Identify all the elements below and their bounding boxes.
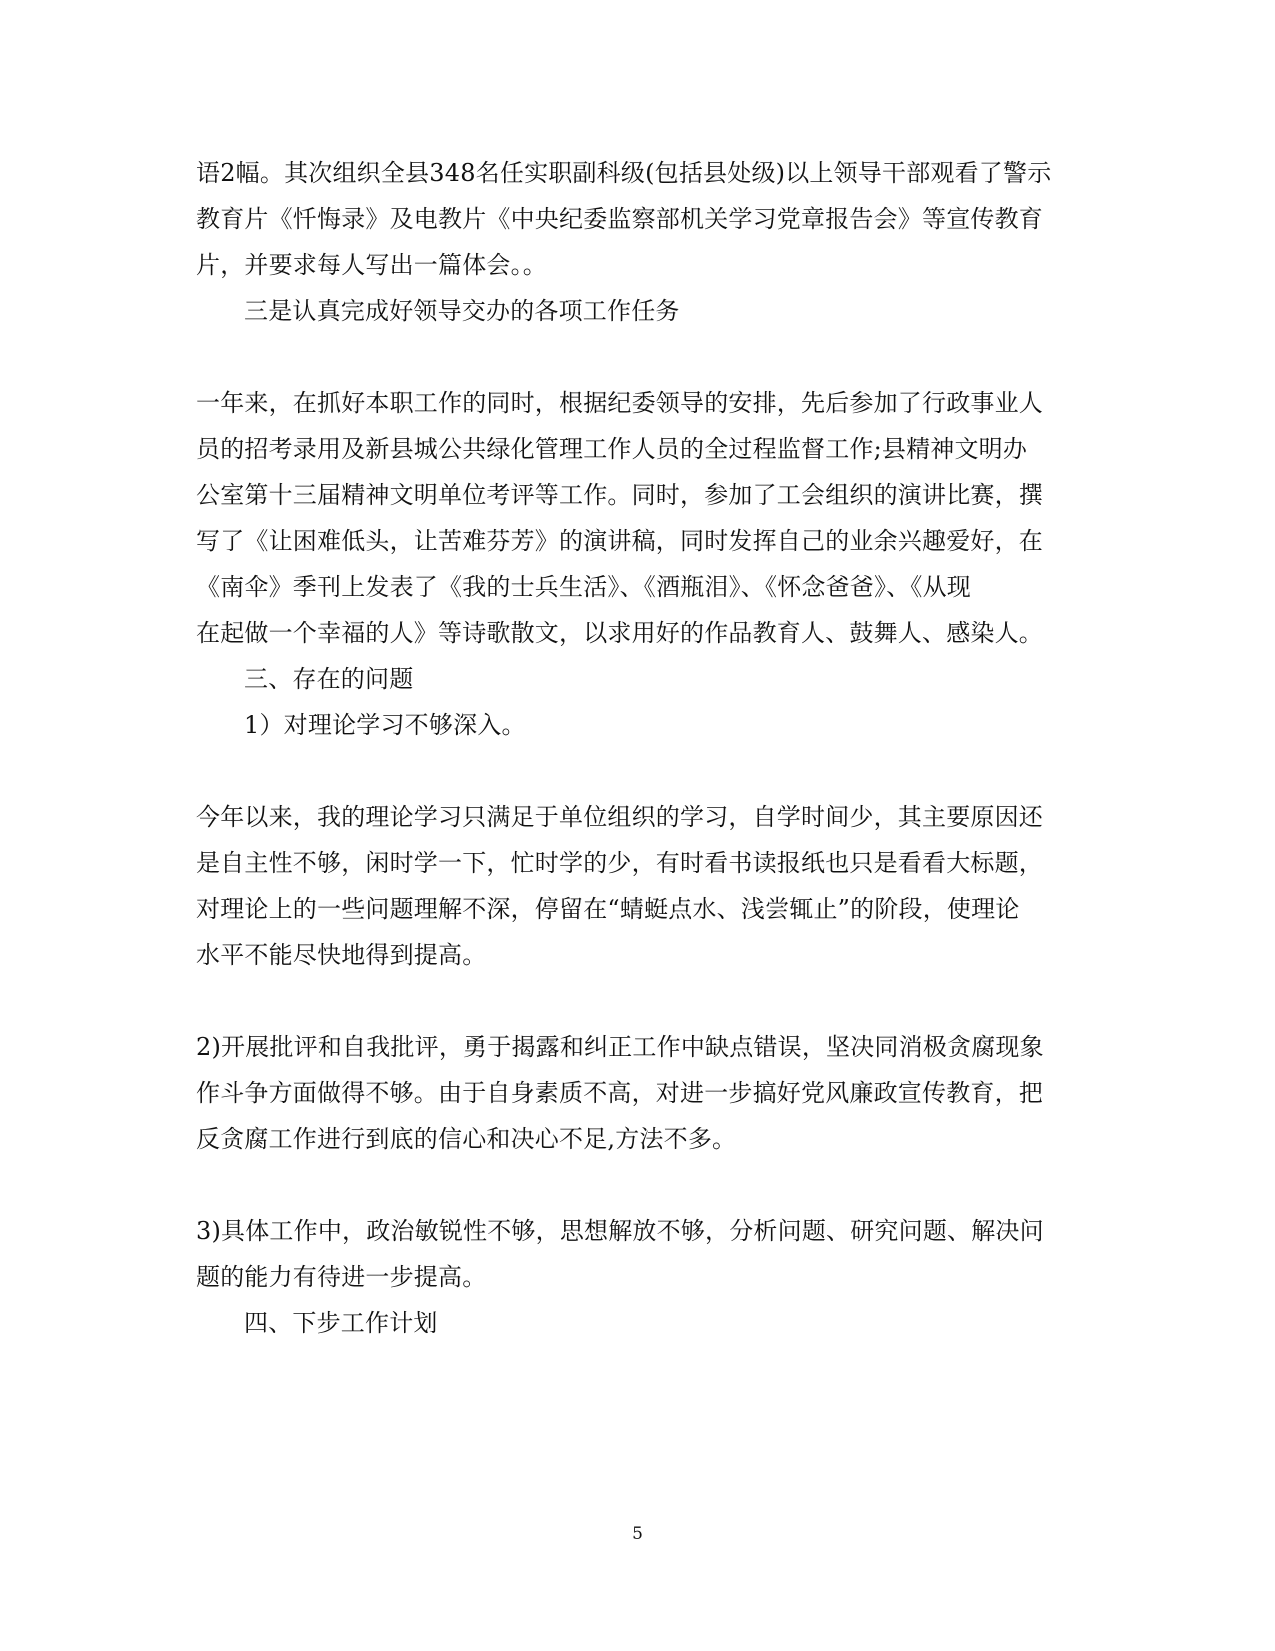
body-text-line: 反贪腐工作进行到底的信心和决心不足,方法不多。 bbox=[196, 1125, 737, 1153]
body-text-line: 公室第十三届精神文明单位考评等工作。同时，参加了工会组织的演讲比赛，撰 bbox=[196, 481, 1043, 509]
subheading: 三是认真完成好领导交办的各项工作任务 bbox=[244, 297, 680, 325]
body-text-line: 教育片《忏悔录》及电教片《中央纪委监察部机关学习党章报告会》等宣传教育 bbox=[196, 205, 1043, 233]
page-number: 5 bbox=[632, 1524, 643, 1544]
body-text-line: 员的招考录用及新县城公共绿化管理工作人员的全过程监督工作;县精神文明办 bbox=[196, 435, 1028, 463]
list-item-heading: 1）对理论学习不够深入。 bbox=[244, 711, 526, 739]
body-text-line: 3)具体工作中，政治敏锐性不够，思想解放不够，分析问题、研究问题、解决问 bbox=[196, 1217, 1044, 1245]
body-text-line: 在起做一个幸福的人》等诗歌散文，以求用好的作品教育人、鼓舞人、感染人。 bbox=[196, 619, 1043, 647]
body-text-line: 一年来，在抓好本职工作的同时，根据纪委领导的安排，先后参加了行政事业人 bbox=[196, 389, 1043, 417]
section-heading: 三、存在的问题 bbox=[244, 665, 414, 693]
body-text-line: 片，并要求每人写出一篇体会。。 bbox=[196, 251, 547, 279]
body-text-line: 题的能力有待进一步提高。 bbox=[196, 1263, 487, 1291]
body-text-line: 是自主性不够，闲时学一下，忙时学的少，有时看书读报纸也只是看看大标题， bbox=[196, 849, 1043, 877]
body-text-line: 2)开展批评和自我批评，勇于揭露和纠正工作中缺点错误，坚决同消极贪腐现象 bbox=[196, 1033, 1044, 1061]
section-heading: 四、下步工作计划 bbox=[244, 1309, 438, 1337]
body-text-line: 今年以来，我的理论学习只满足于单位组织的学习，自学时间少，其主要原因还 bbox=[196, 803, 1043, 831]
body-text-line: 写了《让困难低头，让苦难芬芳》的演讲稿，同时发挥自己的业余兴趣爱好，在 bbox=[196, 527, 1043, 555]
body-text-line: 语2幅。其次组织全县348名任实职副科级(包括县处级)以上领导干部观看了警示 bbox=[196, 159, 1052, 187]
body-text-line: 《南伞》季刊上发表了《我的士兵生活》、《酒瓶泪》、《怀念爸爸》、《从现 bbox=[196, 573, 971, 601]
body-text-line: 对理论上的一些问题理解不深，停留在“蜻蜓点水、浅尝辄止”的阶段，使理论 bbox=[196, 895, 1020, 923]
body-text-line: 水平不能尽快地得到提高。 bbox=[196, 941, 487, 969]
body-text-line: 作斗争方面做得不够。由于自身素质不高，对进一步搞好党风廉政宣传教育，把 bbox=[196, 1079, 1043, 1107]
